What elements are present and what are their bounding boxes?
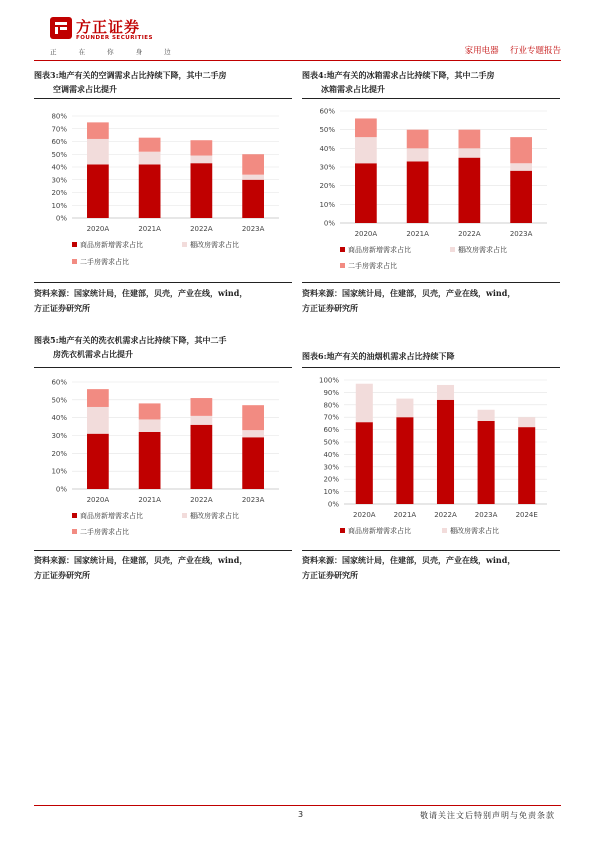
y-tick-label: 50% (51, 150, 67, 159)
bar-segment (87, 434, 109, 489)
figure-6-title-line1: 图表6:地产有关的油烟机需求占比持续下降 (302, 351, 455, 361)
legend-label: 二手房需求占比 (348, 262, 397, 270)
figure-4-title-line2: 冰箱需求占比提升 (321, 84, 385, 94)
y-tick-label: 20% (323, 475, 339, 484)
legend-swatch (72, 529, 77, 534)
y-tick-label: 80% (323, 401, 339, 410)
x-tick-label: 2022A (190, 225, 213, 233)
x-tick-label: 2020A (86, 496, 110, 504)
y-tick-label: 40% (323, 450, 339, 459)
legend-swatch (340, 247, 345, 252)
figure-4-source (302, 286, 567, 316)
y-tick-label: 10% (51, 201, 67, 210)
y-tick-label: 60% (319, 107, 335, 116)
header (0, 0, 595, 66)
bar-segment (510, 163, 532, 170)
logo-motto: 正 在 你 身 边 (50, 48, 181, 56)
bar-segment (355, 137, 377, 163)
legend-swatch (442, 528, 447, 533)
y-tick-label: 50% (319, 126, 335, 135)
bar-segment (459, 130, 481, 149)
y-tick-label: 40% (51, 163, 67, 172)
figure-4-source-line2: 方正证券研究所 (302, 303, 358, 313)
y-tick-label: 20% (319, 182, 335, 191)
bar-segment (459, 148, 481, 157)
bar-segment (437, 400, 454, 504)
x-tick-label: 2022A (458, 230, 481, 238)
bar-segment (396, 399, 413, 418)
x-tick-label: 2022A (434, 511, 457, 519)
figure-3-title-line2: 空调需求占比提升 (53, 84, 117, 94)
y-tick-label: 0% (55, 214, 67, 223)
legend-swatch (182, 242, 187, 247)
x-tick-label: 2021A (393, 511, 417, 519)
y-tick-label: 30% (51, 432, 67, 440)
x-tick-label: 2021A (138, 496, 161, 504)
figure-4-title-line1: 图表4:地产有关的冰箱需求占比持续下降，其中二手房 (302, 70, 495, 80)
x-tick-label: 2022A (190, 496, 213, 504)
founder-logo-icon (50, 17, 72, 39)
header-rule (34, 60, 561, 61)
y-tick-label: 50% (51, 396, 67, 405)
figure-3-source-line2: 方正证券研究所 (34, 303, 90, 313)
y-tick-label: 100% (318, 376, 339, 385)
figure-5-source-line2: 方正证券研究所 (34, 570, 90, 580)
bar-segment (139, 419, 161, 431)
y-tick-label: 40% (319, 144, 335, 153)
figure-5-title-line1: 图表5:地产有关的洗衣机需求占比持续下降，其中二手 (34, 335, 227, 345)
y-tick-label: 80% (51, 112, 67, 121)
y-tick-label: 50% (323, 438, 339, 447)
bar-segment (191, 156, 213, 164)
y-tick-label: 60% (51, 138, 67, 146)
figure-5-source (34, 553, 299, 583)
bar-segment (407, 161, 429, 223)
page-number: 3 (298, 810, 304, 819)
logo-name: 方正证券 (76, 18, 141, 36)
figure-6-source-rule (302, 550, 560, 551)
figure-3-title-rule (34, 98, 292, 99)
bar-segment (242, 154, 264, 174)
y-tick-label: 70% (51, 125, 67, 134)
figure-4-title (302, 68, 567, 96)
legend-label: 棚改房需求占比 (458, 246, 507, 254)
figure-4-source-line1: 资料来源：国家统计局，住建部，贝壳，产业在线，wind， (302, 288, 516, 298)
legend-label: 棚改房需求占比 (190, 241, 239, 249)
bar-segment (355, 118, 377, 137)
bar-segment (139, 432, 161, 489)
report-breadcrumb (465, 44, 561, 56)
bar-segment (510, 171, 532, 223)
x-tick-label: 2020A (352, 511, 376, 519)
bar-segment (459, 158, 481, 223)
figure-6-source (302, 553, 567, 583)
y-tick-label: 30% (51, 176, 67, 185)
figure-4-chart (302, 104, 560, 280)
legend-swatch (340, 528, 345, 533)
x-tick-label: 2020A (86, 225, 110, 233)
y-tick-label: 40% (51, 414, 67, 423)
bar-segment (407, 148, 429, 161)
report-category: 家用电器 (464, 46, 499, 56)
legend-label: 棚改房需求占比 (190, 512, 239, 520)
y-tick-label: 0% (323, 219, 335, 228)
figure-3-source-line1: 资料来源：国家统计局，住建部，贝壳，产业在线，wind， (34, 288, 248, 298)
figure-6-title (302, 349, 567, 363)
bar-segment (87, 407, 109, 434)
figure-5-chart (34, 372, 292, 548)
x-tick-label: 2020A (354, 230, 378, 238)
y-tick-label: 0% (327, 500, 339, 509)
bar-segment (191, 425, 213, 489)
figure-5-source-rule (34, 550, 292, 551)
bar-segment (87, 122, 109, 139)
bar-segment (191, 140, 213, 155)
x-tick-label: 2021A (406, 230, 429, 238)
figure-6-title-rule (302, 367, 560, 368)
legend-label: 商品房新增需求占比 (80, 241, 143, 249)
legend-swatch (72, 259, 77, 264)
legend-label: 商品房新增需求占比 (80, 512, 143, 520)
legend-label: 棚改房需求占比 (450, 527, 499, 535)
x-tick-label: 2023A (509, 230, 533, 238)
bar-segment (356, 422, 373, 504)
legend-swatch (450, 247, 455, 252)
bar-segment (478, 410, 495, 421)
y-tick-label: 0% (55, 485, 67, 494)
bar-segment (87, 164, 109, 218)
report-type: 行业专题报告 (509, 46, 561, 56)
y-tick-label: 10% (51, 467, 67, 476)
x-tick-label: 2024E (515, 511, 538, 519)
figure-6-chart (302, 372, 560, 548)
figure-5-source-line1: 资料来源：国家统计局，住建部，贝壳，产业在线，wind， (34, 555, 248, 565)
bar-segment (396, 417, 413, 504)
footer-rule (34, 805, 561, 806)
figure-3-title (34, 68, 299, 96)
y-tick-label: 60% (51, 378, 67, 387)
bar-segment (139, 138, 161, 152)
bar-segment (510, 137, 532, 163)
y-tick-label: 20% (51, 189, 67, 197)
bar-segment (518, 417, 535, 427)
legend-swatch (72, 513, 77, 518)
bar-segment (139, 152, 161, 165)
x-tick-label: 2023A (241, 496, 265, 504)
bar-segment (437, 385, 454, 400)
x-tick-label: 2021A (138, 225, 161, 233)
figure-5-title-rule (34, 367, 292, 368)
figure-5-title-line2: 房洗衣机需求占比提升 (53, 349, 133, 359)
bar-segment (139, 164, 161, 218)
bar-segment (139, 403, 161, 419)
figure-4-source-rule (302, 282, 560, 283)
x-tick-label: 2023A (241, 225, 265, 233)
bar-segment (242, 180, 264, 218)
y-tick-label: 30% (319, 163, 335, 172)
legend-swatch (72, 242, 77, 247)
bar-segment (242, 175, 264, 180)
bar-segment (191, 416, 213, 425)
bar-segment (191, 398, 213, 416)
figure-6-source-line1: 资料来源：国家统计局，住建部，贝壳，产业在线，wind， (302, 555, 516, 565)
legend-label: 商品房新增需求占比 (348, 246, 411, 254)
bar-segment (407, 130, 429, 149)
footer-disclaimer: 敬请关注文后特别声明与免责条款 (420, 811, 555, 820)
bar-segment (356, 384, 373, 422)
logo-english-name: FOUNDER SECURITIES (76, 35, 153, 41)
legend-swatch (340, 263, 345, 268)
figure-3-source-rule (34, 282, 292, 283)
y-tick-label: 10% (323, 488, 339, 497)
legend-label: 二手房需求占比 (80, 258, 129, 266)
legend-swatch (182, 513, 187, 518)
bar-segment (242, 437, 264, 489)
bar-segment (191, 163, 213, 218)
bar-segment (518, 427, 535, 504)
bar-segment (242, 430, 264, 437)
y-tick-label: 30% (323, 463, 339, 472)
y-tick-label: 10% (319, 200, 335, 209)
legend-label: 商品房新增需求占比 (348, 527, 411, 535)
x-tick-label: 2023A (474, 511, 498, 519)
figure-5-title (34, 333, 299, 361)
bar-segment (355, 163, 377, 223)
legend-label: 二手房需求占比 (80, 528, 129, 536)
figure-3-title-line1: 图表3:地产有关的空调需求占比持续下降，其中二手房 (34, 70, 227, 80)
bar-segment (242, 405, 264, 430)
figure-3-chart (34, 104, 292, 280)
bar-segment (87, 389, 109, 407)
figure-4-title-rule (302, 98, 560, 99)
y-tick-label: 70% (323, 413, 339, 422)
y-tick-label: 60% (323, 426, 339, 435)
figure-3-source (34, 286, 299, 316)
bar-segment (478, 421, 495, 504)
bar-segment (87, 139, 109, 165)
y-tick-label: 20% (51, 449, 67, 458)
y-tick-label: 90% (323, 388, 339, 397)
figure-6-source-line2: 方正证券研究所 (302, 570, 358, 580)
